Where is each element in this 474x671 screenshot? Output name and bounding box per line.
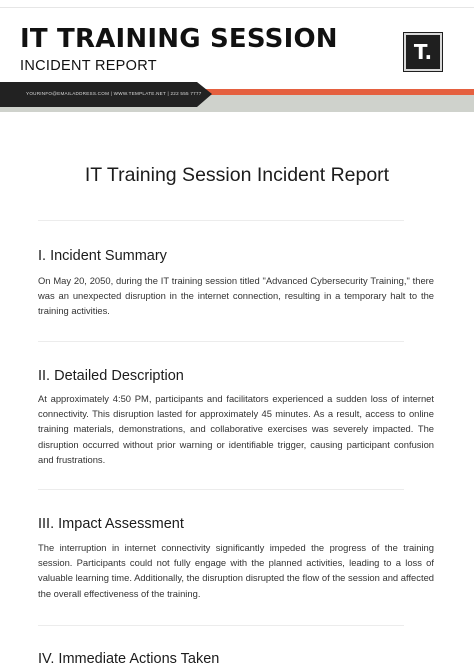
header-subtitle: INCIDENT REPORT [20,58,157,74]
section-divider [38,341,404,342]
section-divider [38,489,404,490]
header-title: IT TRAINING SESSION [20,24,338,54]
logo [404,33,442,71]
section-body-incident-summary: On May 20, 2050, during the IT training session titled "Advanced Cybersecurity Training," there was an unexpected disruption in the internet connection, resulting in a temporary halt to the training activities. [38,275,434,317]
contact-info: YOURINFO@EMAILADDRESS.COM | WWW.TEMPLATE.NET | 222 555 7777 [26,91,202,96]
section-body-detailed-description: At approximately 4:50 PM, participants and facilitators experienced a sudden loss of internet connectivity. This disruption lasted for approximately 45 minutes. As a result, access to online training materials, demonstrations, and collaborative exercises was severely impacted. The disruption occurred without prior warning or identifiable trigger, causing participant confusion and frustrations. [38,393,434,465]
band-accent-stripe [200,89,474,95]
section-heading-detailed-description: II. Detailed Description [38,368,184,384]
section-heading-immediate-actions: IV. Immediate Actions Taken [38,651,220,667]
top-rule [0,7,474,8]
section-divider [38,625,404,626]
section-body-impact-assessment: The interruption in internet connectivity significantly impeded the progress of the training session. Participants could not fully engage with the planned activities, leading to a loss of valuable learning time. Additionally, the disruption disrupted the flow of the session and affected the overall effectiveness of the training. [38,542,434,599]
logo-text: T. [413,40,433,64]
section-heading-impact-assessment: III. Impact Assessment [38,516,184,532]
document-title: IT Training Session Incident Report [84,164,390,186]
contact-band [0,82,474,112]
section-heading-incident-summary: I. Incident Summary [38,248,167,264]
section-divider [38,220,404,221]
